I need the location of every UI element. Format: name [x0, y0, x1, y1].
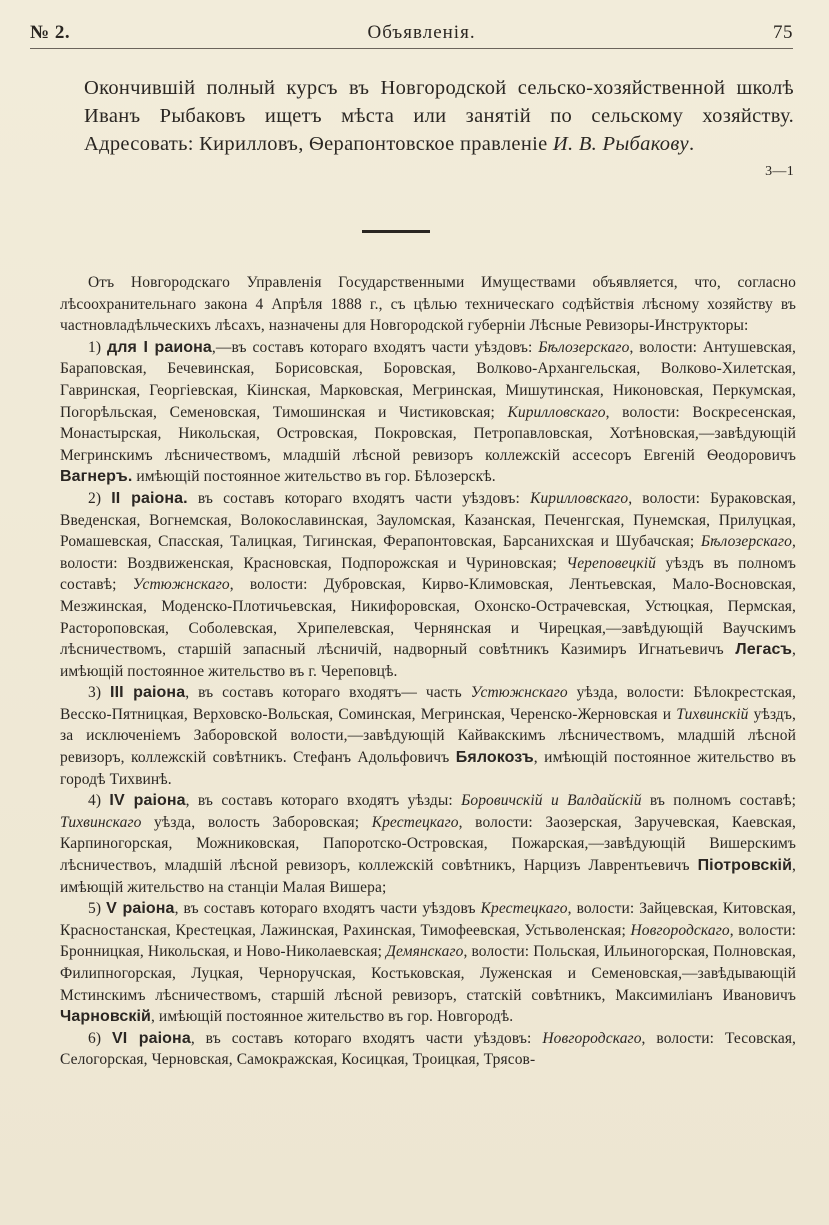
- region-text: въ составъ котораго входятъ части уѣздовъ:: [187, 489, 531, 507]
- region-number: 6): [88, 1029, 112, 1047]
- region-text: , имѣющій постоянное жительство въ гор. Новгородѣ.: [150, 1008, 514, 1026]
- region-text: , въ составъ котораго входятъ— часть: [185, 684, 471, 702]
- region-text: , волости: Польская, Ильиногорская, Полновская, Филипногорская, Луцкая, Черноручская, Костьковская, Луженская и Семеновская,—завѣдывающій Мстинскимъ лѣсничествомъ, старшій лѣсной ревизоръ, статскій совѣтникъ, Максимиліанъ Ивановичъ: [60, 943, 796, 1004]
- region-label: V раiона: [106, 900, 175, 918]
- region-number: 1): [88, 338, 108, 356]
- inspector-name: Піотровскій: [697, 857, 793, 875]
- section-divider: [362, 230, 430, 233]
- region-label: VI раiона: [112, 1029, 191, 1047]
- issue-number: № 2.: [30, 22, 71, 43]
- region-number: 4): [88, 792, 110, 810]
- region-label: II раiона.: [111, 489, 188, 507]
- district-name: Бѣлозерскаго: [538, 338, 630, 356]
- region-5-paragraph: [60, 898, 796, 1028]
- inspector-name: Чарновскій: [60, 1008, 151, 1026]
- region-4-paragraph: [60, 790, 796, 898]
- region-number: 3): [88, 684, 111, 702]
- notice-intro: Отъ Новгородскаго Управленія Государственными Имуществами объявляется, что, согласно лѣсоохранительнаго закона 4 Апрѣля 1888 г., съ цѣлью техническаго содѣйствія лѣсному хозяйству въ частновладѣльческихъ лѣсахъ, назначены для Новгородской губерніи Лѣсные Ревизоры-Инструкторы:: [60, 274, 796, 335]
- page-header: [30, 22, 793, 44]
- district-name: Кирилловскаго: [507, 403, 606, 421]
- region-text: , волости: Тесовская, Селогорская, Черновская, Самокражская, Косицкая, Троицкая, Трясов-: [60, 1029, 797, 1069]
- region-text: уѣздъ въ полномъ составѣ;: [60, 554, 796, 594]
- inspector-name: Легасъ: [735, 641, 793, 659]
- region-text: , волости: Воскресенская, Монастырская, Никольская, Островская, Покровская, Петропавловская, Хотѣновская,—завѣдующій Мегринскимъ лѣсничествомъ, младшій лѣсной ревизоръ коллежскій ассесоръ Евгеній Ѳеодоровичъ: [60, 403, 797, 464]
- region-text: , волости: Воздвиженская, Красновская, Подпорожская и Чуриновская;: [60, 533, 796, 572]
- region-text: , волости: Бронницкая, Никольская, и Ново-Николаевская;: [60, 921, 796, 961]
- region-text: , волости: Зайцевская, Китовская, Красностанская, Крестецкая, Лажинская, Рахинская, Тимофеевская, Устьволенская;: [60, 900, 797, 939]
- region-6-paragraph: [60, 1028, 796, 1071]
- region-text: , имѣющій постоянное жительство въ г. Череповцѣ.: [60, 641, 796, 680]
- region-text: въ полномъ составѣ;: [641, 792, 797, 810]
- district-name: Крестецкаго: [480, 900, 568, 918]
- region-number: 5): [88, 900, 107, 918]
- district-name: Устюжнскаго: [132, 576, 230, 594]
- region-text: уѣздъ, за исключеніемъ Заборовской волости,—завѣдующій Кайвакскимъ лѣсничествомъ, младшій лѣсной ревизоръ, коллежскій совѣтникъ. Стефанъ Адольфовичъ: [60, 705, 796, 767]
- region-text: , волости: Заозерская, Заручевская, Каевская, Карпиногорская, Можниковская, Папоротско-Островская, Пожарская,—завѣдующій Вишерскимъ лѣсничествоъ, младшій лѣсной ревизоръ, коллежскій совѣтникъ, Нарцизъ Лаврентьевичъ: [60, 813, 796, 875]
- inspector-name: Вагнеръ.: [60, 468, 133, 486]
- notice-addressee: И. В. Рыбакову: [552, 133, 689, 155]
- region-text: , волости: Бураковская, Введенская, Вогнемская, Волокославинская, Зауломская, Казанская, Печенгская, Пунемская, Прилуцкая, Ромашевская, Спасская, Талицкая, Тигинская, Ферапонтовская, Барсаниxская и Шубачская;: [60, 489, 797, 551]
- forest-inspectors-notice: [60, 272, 796, 1071]
- job-seeker-notice: [84, 74, 794, 179]
- district-name: Боровичскій и Валдайскій: [461, 792, 642, 810]
- region-text: имѣющій постоянное жительство въ гор. Бѣлозерскѣ.: [132, 468, 496, 486]
- inspector-name: Бялокозъ: [455, 749, 534, 767]
- notice-text: Окончившій полный курсъ въ Новгородской сельско-хозяйственной школѣ Иванъ Рыбаковъ ищетъ мѣста или занятій по сельскому хозяйству. Адресовать: Кирилловъ, Ѳерапонтовское правленіе: [84, 77, 794, 155]
- region-text: уѣзда, волость Заборовская;: [141, 813, 372, 831]
- section-title: Объявленія.: [367, 22, 476, 43]
- region-text: , въ составъ котораго входятъ части уѣздовъ:: [190, 1029, 543, 1047]
- district-name: Череповецкій: [566, 554, 656, 572]
- region-text: , имѣющій жительство на станціи Малая Вишера;: [60, 857, 796, 896]
- region-2-paragraph: [60, 488, 796, 682]
- region-label: IV раiона: [109, 792, 186, 810]
- region-number: 2): [88, 489, 112, 507]
- region-text: ,—въ составъ котораго входятъ части уѣздовъ:: [211, 338, 539, 356]
- district-name: Крестецкаго: [371, 813, 459, 831]
- district-name: Кирилловскаго: [530, 489, 629, 507]
- region-label: для I раиона: [107, 338, 212, 356]
- district-name: Тихвинскаго: [60, 813, 142, 831]
- district-name: Демянскаго: [386, 943, 464, 961]
- region-text: , волости: Дубровская, Кирво-Климовская, Лентьевская, Мало-Восновская, Мезжинская, Моденско-Плотичьевская, Никифоровская, Охонско-Острачевская, Устюцкая, Пермская, Растороповская, Соболевская, Хрипелевская, Чернянская и Чирецкая,—завѣдующій Ваучскимъ лѣсничествомъ, старшій запасный лѣсничій, надворный совѣтникъ Казимиръ Игнатьевичъ: [60, 576, 796, 659]
- region-label: III раiона: [110, 684, 186, 702]
- region-text: уѣзда, волости: Бѣлокрестская, Весско-Пятницкая, Верховско-Вольская, Соминская, Мегринская, Черенско-Жерновская и: [60, 684, 797, 723]
- notice-end: .: [688, 133, 695, 155]
- district-name: Новгородскаго: [630, 921, 730, 939]
- page-number: 75: [773, 22, 793, 43]
- district-name: Новгородскаго: [542, 1029, 642, 1047]
- header-rule: [30, 48, 793, 49]
- district-name: Бѣлозерскаго: [700, 533, 793, 551]
- region-text: , имѣющій постоянное жительство въ городѣ Тихвинѣ.: [60, 749, 797, 788]
- district-name: Тихвинскій: [676, 705, 749, 723]
- district-name: Устюжнскаго: [470, 684, 568, 702]
- region-text: , въ составъ котораго входятъ части уѣздовъ: [174, 900, 481, 918]
- region-1-paragraph: [60, 337, 796, 488]
- region-text: , волости: Антушевская, Бараповская, Бечевинская, Борисовская, Боровская, Волково-Архангельская, Волково-Хилетская, Гавринская, Георгіевская, Кіинская, Марковская, Мегринская, Мишутинская, Никоновская, Перкумская, Погорѣльская, Семеновская, Тимошинская и Чистиковская;: [60, 338, 797, 421]
- region-text: , въ составъ котораго входятъ уѣзды:: [185, 792, 462, 810]
- region-3-paragraph: [60, 682, 796, 790]
- print-mark: 3—1: [765, 164, 794, 179]
